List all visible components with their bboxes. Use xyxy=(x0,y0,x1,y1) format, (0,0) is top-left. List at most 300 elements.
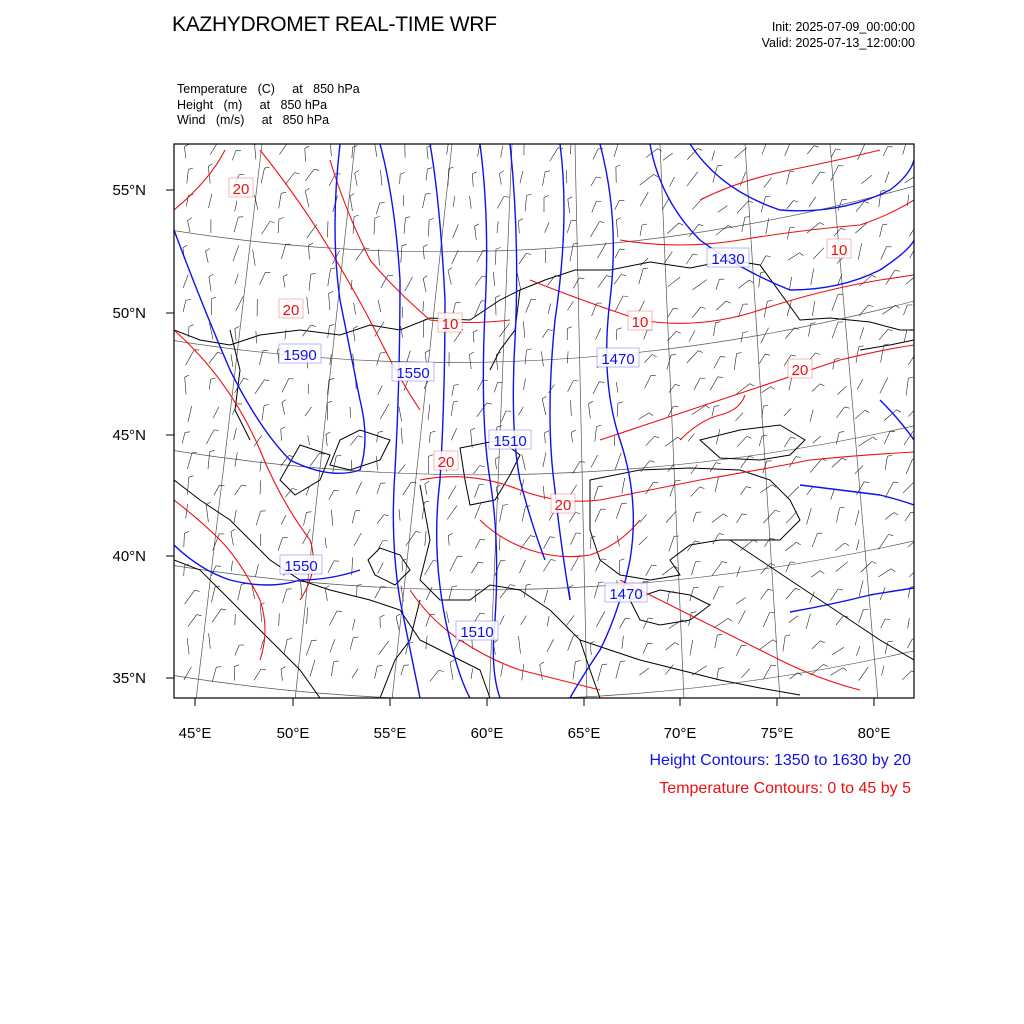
height-contour-labels xyxy=(279,248,749,641)
wind-barb xyxy=(716,225,728,235)
wind-barb-flag xyxy=(894,513,898,516)
wind-barb xyxy=(450,663,453,680)
wind-barb-flag xyxy=(354,215,359,217)
wind-barb-flag xyxy=(835,358,840,359)
wind-barb xyxy=(235,201,237,212)
wind-barb xyxy=(452,250,459,264)
wind-barb xyxy=(807,508,812,524)
wind-barb xyxy=(262,222,270,235)
wind-barb xyxy=(718,206,728,213)
wind-barb xyxy=(640,514,647,522)
wind-barb xyxy=(519,253,527,264)
wind-barb xyxy=(832,458,842,468)
wind-barb xyxy=(550,148,558,162)
lat-label: 50°N xyxy=(112,305,146,322)
wind-barb xyxy=(666,643,675,651)
wind-barb xyxy=(594,582,599,597)
wind-barb xyxy=(760,485,772,493)
wind-barb xyxy=(571,533,577,545)
wind-barb xyxy=(717,669,719,681)
wind-barb xyxy=(547,275,555,285)
wind-barb xyxy=(310,453,320,466)
wind-barb xyxy=(281,669,282,681)
wind-barb-flag xyxy=(405,217,410,218)
wind-barb xyxy=(478,380,483,390)
wind-barb xyxy=(646,436,655,446)
wind-barb xyxy=(667,223,679,234)
wind-barb-flag xyxy=(700,378,705,379)
wind-barb-flag xyxy=(235,326,240,328)
wind-barb xyxy=(885,513,894,520)
wind-barb xyxy=(238,584,242,600)
wind-barb xyxy=(712,562,723,576)
wind-barb-flag xyxy=(749,456,754,457)
wind-barb xyxy=(736,413,744,421)
wind-barb xyxy=(663,153,673,160)
wind-barb xyxy=(764,178,772,188)
wind-barb xyxy=(572,461,580,473)
wind-barb xyxy=(715,477,718,492)
wind-barb xyxy=(615,249,620,258)
wind-barb xyxy=(285,330,286,340)
wind-barb xyxy=(615,296,623,311)
wind-barb xyxy=(836,616,844,625)
wind-barb xyxy=(859,580,863,596)
wind-barb xyxy=(811,571,820,577)
wind-barb-flag xyxy=(617,328,622,330)
lat-label: 40°N xyxy=(112,548,146,565)
wind-barb xyxy=(186,504,188,519)
contour-label: 20 xyxy=(791,362,809,379)
wind-barb-flag xyxy=(717,165,722,166)
lon-label: 55°E xyxy=(373,725,407,742)
wind-barb-flag xyxy=(836,149,841,150)
wind-barb xyxy=(187,169,189,183)
wind-barb-flag xyxy=(527,194,532,195)
wind-barb-flag xyxy=(768,589,773,590)
field-temperature: Temperature (C) at 850 hPa xyxy=(177,82,360,96)
wind-barb xyxy=(380,404,389,419)
wind-barb xyxy=(209,633,211,648)
wind-barb xyxy=(235,329,236,341)
wind-barb xyxy=(281,515,286,524)
wind-barb xyxy=(691,465,697,475)
wind-barb-flag xyxy=(888,329,893,331)
wind-barb xyxy=(184,147,186,159)
wind-barb xyxy=(710,463,716,472)
wind-barb-flag xyxy=(673,308,678,309)
wind-barb xyxy=(904,305,908,315)
wind-barb-flag xyxy=(575,513,580,514)
wind-barb-flag xyxy=(283,274,287,277)
wind-barb xyxy=(644,330,648,340)
wind-barb xyxy=(497,197,504,209)
wind-barb xyxy=(860,327,864,339)
wind-barb xyxy=(354,533,361,546)
wind-barb-flag xyxy=(282,400,286,403)
wind-barb-flag xyxy=(775,510,780,512)
wind-barb-flag xyxy=(188,218,192,221)
wind-barb xyxy=(882,305,895,314)
wind-barb xyxy=(328,326,330,338)
wind-barb xyxy=(909,569,917,576)
field-height: Height (m) at 850 hPa xyxy=(177,97,328,112)
wind-barb xyxy=(500,615,505,624)
wind-barb-flag xyxy=(396,614,400,617)
wind-barb xyxy=(858,144,865,160)
wind-barb xyxy=(882,666,885,676)
wind-barb xyxy=(428,404,430,419)
wind-barb xyxy=(686,254,692,264)
wind-barb-flag xyxy=(261,669,266,670)
wind-barb xyxy=(714,356,721,368)
wind-barb-flag xyxy=(917,539,921,541)
wind-barb xyxy=(401,326,403,337)
wind-barb xyxy=(640,192,648,206)
wind-barb xyxy=(260,272,266,285)
wind-barb-flag xyxy=(845,407,850,408)
wind-barb-flag xyxy=(745,217,750,218)
wind-barb-flag xyxy=(209,274,213,277)
wind-barb xyxy=(567,351,568,363)
wind-barb xyxy=(377,456,378,470)
wind-barb xyxy=(188,615,197,627)
wind-barb xyxy=(809,197,816,207)
field-wind: Wind (m/s) at 850 hPa xyxy=(177,113,330,127)
wind-barb-flag xyxy=(518,219,523,221)
wind-barb-flag xyxy=(675,643,679,645)
wind-barb-flag xyxy=(891,569,895,572)
wind-barb xyxy=(186,350,195,366)
wind-barb-flag xyxy=(839,432,844,433)
wind-barb xyxy=(786,512,797,524)
wind-barb xyxy=(325,588,327,601)
wind-barb-flag xyxy=(698,351,703,353)
wind-barb-flag xyxy=(453,401,458,402)
wind-barb-flag xyxy=(800,253,804,256)
contour-label: 1470 xyxy=(609,586,643,603)
wind-barb-flag xyxy=(620,661,625,662)
wind-barb xyxy=(378,300,381,312)
wind-barb-flag xyxy=(327,401,332,403)
wind-barb xyxy=(448,485,456,498)
wind-barb xyxy=(617,403,618,417)
wind-barb xyxy=(328,561,334,573)
wind-barb-flag xyxy=(771,665,776,666)
wind-barb xyxy=(687,351,698,363)
wind-barb-flag xyxy=(791,437,796,438)
wind-barb-flag xyxy=(184,532,189,534)
wind-barb xyxy=(475,502,481,518)
wind-barb xyxy=(836,407,844,418)
wind-barb xyxy=(209,379,211,389)
wind-barb xyxy=(209,352,218,363)
wind-barb-flag xyxy=(580,461,585,462)
wind-barb xyxy=(523,379,525,391)
wind-barb xyxy=(740,172,745,186)
wind-barb xyxy=(594,486,598,499)
wind-barbs xyxy=(182,136,924,682)
wind-barb xyxy=(449,587,453,601)
wind-barb-flag xyxy=(551,560,556,561)
wind-barb xyxy=(329,294,330,311)
wind-barb xyxy=(614,144,618,157)
wind-barb xyxy=(184,533,185,547)
wind-barb xyxy=(187,453,192,469)
wind-barb-flag xyxy=(545,171,550,172)
contour-label: 1430 xyxy=(711,251,745,268)
wind-barb xyxy=(447,139,449,154)
wind-barb xyxy=(403,482,412,495)
wind-barb-flag xyxy=(449,138,454,139)
wind-barb xyxy=(375,587,381,599)
wind-barb xyxy=(400,174,401,184)
wind-barb-flag xyxy=(336,455,341,456)
wind-barb-flag xyxy=(897,410,901,412)
map-frame xyxy=(174,144,914,698)
wind-barb xyxy=(810,410,813,422)
wind-barb xyxy=(884,431,890,444)
wind-barb-flag xyxy=(234,665,239,667)
wind-barb-flag xyxy=(650,461,655,463)
wind-barb xyxy=(547,616,549,626)
wind-barb xyxy=(881,345,884,362)
wind-barb xyxy=(306,169,315,181)
wind-barb xyxy=(519,636,521,654)
wind-barb xyxy=(789,457,796,468)
wind-barb xyxy=(206,430,214,444)
wind-barb xyxy=(235,614,236,625)
wind-barb xyxy=(669,536,674,551)
latitude-ticks xyxy=(166,190,174,678)
wind-barb-flag xyxy=(487,403,492,404)
wind-barb xyxy=(475,539,480,548)
wind-barb-flag xyxy=(723,514,727,517)
wind-barb xyxy=(571,432,572,442)
wind-barb xyxy=(262,406,264,421)
wind-barb xyxy=(787,228,789,240)
wind-barb-flag xyxy=(597,425,602,426)
wind-barb xyxy=(737,436,747,446)
wind-barb xyxy=(836,562,848,572)
wind-barb-flag xyxy=(311,273,316,274)
wind-barb xyxy=(307,297,309,314)
height-legend: Height Contours: 1350 to 1630 by 20 xyxy=(649,752,911,769)
wind-barb-flag xyxy=(478,562,483,563)
wind-barb-flag xyxy=(309,243,314,245)
wind-barb xyxy=(831,149,836,158)
wind-barb-flag xyxy=(864,202,869,204)
wind-barb-flag xyxy=(336,174,341,175)
wind-barb-flag xyxy=(785,635,790,636)
lon-label: 70°E xyxy=(663,725,697,742)
wind-barb xyxy=(693,280,707,290)
wind-barb xyxy=(375,322,384,337)
wind-barb xyxy=(253,249,256,265)
init-time: Init: 2025-07-09_00:00:00 xyxy=(771,20,915,34)
wind-barb xyxy=(838,386,847,394)
wind-barb-flag xyxy=(365,248,370,249)
wind-barb-flag xyxy=(698,224,703,225)
wind-barb-flag xyxy=(815,353,820,355)
wind-barb-flag xyxy=(244,378,249,379)
contour-label: 1510 xyxy=(460,624,494,641)
wind-barb-flag xyxy=(231,529,235,532)
wind-barb xyxy=(858,437,872,446)
wind-barb xyxy=(664,252,672,263)
wind-barb-flag xyxy=(186,300,191,301)
wind-barb-flag xyxy=(795,588,800,590)
wind-barb xyxy=(646,482,654,494)
wind-barb xyxy=(453,224,459,238)
wind-barb-flag xyxy=(607,276,612,277)
wind-barb-flag xyxy=(881,190,886,191)
wind-barb-flag xyxy=(264,380,269,381)
wind-barb-flag xyxy=(716,322,721,323)
wind-barb xyxy=(285,488,292,497)
wind-barb xyxy=(214,485,220,495)
wind-barb xyxy=(788,487,799,498)
wind-barb-flag xyxy=(767,300,772,301)
wind-barb xyxy=(522,664,524,680)
wind-barb-flag xyxy=(618,402,623,404)
wind-barb xyxy=(833,359,835,369)
wind-barb xyxy=(831,489,835,500)
wind-barb-flag xyxy=(425,350,429,352)
temperature-legend: Temperature Contours: 0 to 45 by 5 xyxy=(659,780,911,797)
wind-barb xyxy=(856,540,859,551)
wind-barb-flag xyxy=(334,490,339,491)
wind-barb-flag xyxy=(770,564,775,566)
wind-barb-flag xyxy=(823,664,827,666)
wind-barb-flag xyxy=(722,562,727,563)
wind-barb xyxy=(405,277,413,291)
wind-barb xyxy=(790,673,798,679)
wind-barb-flag xyxy=(355,170,359,173)
wind-barb-flag xyxy=(550,537,555,538)
wind-barb xyxy=(448,270,451,284)
wind-barb xyxy=(281,244,285,259)
wind-barb-flag xyxy=(811,323,816,324)
wind-barb xyxy=(741,456,749,468)
wind-barb xyxy=(211,587,215,602)
wind-barb-flag xyxy=(737,353,742,354)
wind-barb xyxy=(908,539,917,547)
wind-barb xyxy=(568,381,574,392)
wind-barb xyxy=(662,198,669,211)
wind-barb-flag xyxy=(749,201,754,203)
wind-barb-flag xyxy=(621,275,626,276)
wind-barb xyxy=(206,251,209,263)
wind-barb-flag xyxy=(820,223,824,225)
wind-barb-flag xyxy=(216,667,221,668)
wind-barb xyxy=(185,377,186,394)
wind-barb xyxy=(523,321,524,337)
wind-barb xyxy=(668,464,675,472)
wind-barb xyxy=(689,330,695,341)
wind-barb-flag xyxy=(430,431,435,432)
wind-barb-flag xyxy=(305,146,310,148)
wind-barb xyxy=(352,668,358,678)
wind-barb xyxy=(520,560,526,573)
wind-barb xyxy=(185,590,195,604)
wind-barb-flag xyxy=(206,248,210,251)
wind-barb xyxy=(857,379,863,389)
wind-barb xyxy=(259,351,262,365)
wind-barb-flag xyxy=(496,247,501,249)
wind-barb-flag xyxy=(790,171,795,172)
wind-barb-flag xyxy=(887,455,892,456)
wind-barb-flag xyxy=(329,291,334,293)
wind-barb xyxy=(738,280,749,288)
wind-barb-flag xyxy=(616,218,621,220)
wind-barb-flag xyxy=(526,584,531,585)
wind-barb xyxy=(427,148,428,160)
wind-barb xyxy=(855,466,863,474)
wind-barb xyxy=(423,279,426,292)
wind-barb-flag xyxy=(820,384,825,386)
wind-barb xyxy=(520,171,523,183)
wind-barb-flag xyxy=(873,437,877,440)
wind-barb xyxy=(620,618,626,628)
wind-barb xyxy=(861,175,872,183)
wind-barb xyxy=(712,406,714,416)
wind-barb xyxy=(859,305,869,316)
wind-barb-flag xyxy=(912,639,917,640)
wind-barb xyxy=(812,533,817,547)
wind-barb-flag xyxy=(375,216,380,218)
wind-barb xyxy=(543,172,546,186)
wind-barb-flag xyxy=(450,660,454,663)
wind-barb xyxy=(517,273,521,290)
wind-barb xyxy=(375,666,378,679)
wind-barb-flag xyxy=(350,194,354,197)
wind-barb xyxy=(669,384,675,392)
wind-barb xyxy=(736,597,745,604)
wind-barb-flag xyxy=(305,188,309,191)
wind-barb xyxy=(429,220,430,237)
wind-barb xyxy=(740,540,753,551)
wind-barb xyxy=(687,149,697,160)
wind-barb-flag xyxy=(183,245,187,247)
wind-barb xyxy=(471,669,473,679)
wind-barb xyxy=(908,353,916,365)
wind-barb xyxy=(688,434,694,442)
contour-label: 20 xyxy=(554,497,572,514)
wind-barb xyxy=(761,564,771,574)
wind-barb-flag xyxy=(210,450,215,451)
wind-barb xyxy=(352,511,355,523)
wind-barb xyxy=(329,611,337,626)
wind-barb xyxy=(188,221,191,233)
contour-label: 1510 xyxy=(493,433,527,450)
wind-barb xyxy=(571,556,579,571)
wind-barb-flag xyxy=(872,562,877,564)
wind-barb xyxy=(448,536,449,546)
wind-barb xyxy=(355,173,357,186)
wind-barb xyxy=(406,531,416,546)
wind-barb xyxy=(832,294,838,311)
wind-barb xyxy=(256,511,260,525)
wind-barb-flag xyxy=(843,668,847,671)
wind-barb xyxy=(496,297,497,315)
wind-barb xyxy=(282,379,289,393)
wind-barb-flag xyxy=(620,249,625,250)
wind-barb xyxy=(835,543,845,551)
wind-barb xyxy=(665,665,673,675)
wind-barb xyxy=(283,589,287,603)
lat-label: 35°N xyxy=(112,670,146,687)
